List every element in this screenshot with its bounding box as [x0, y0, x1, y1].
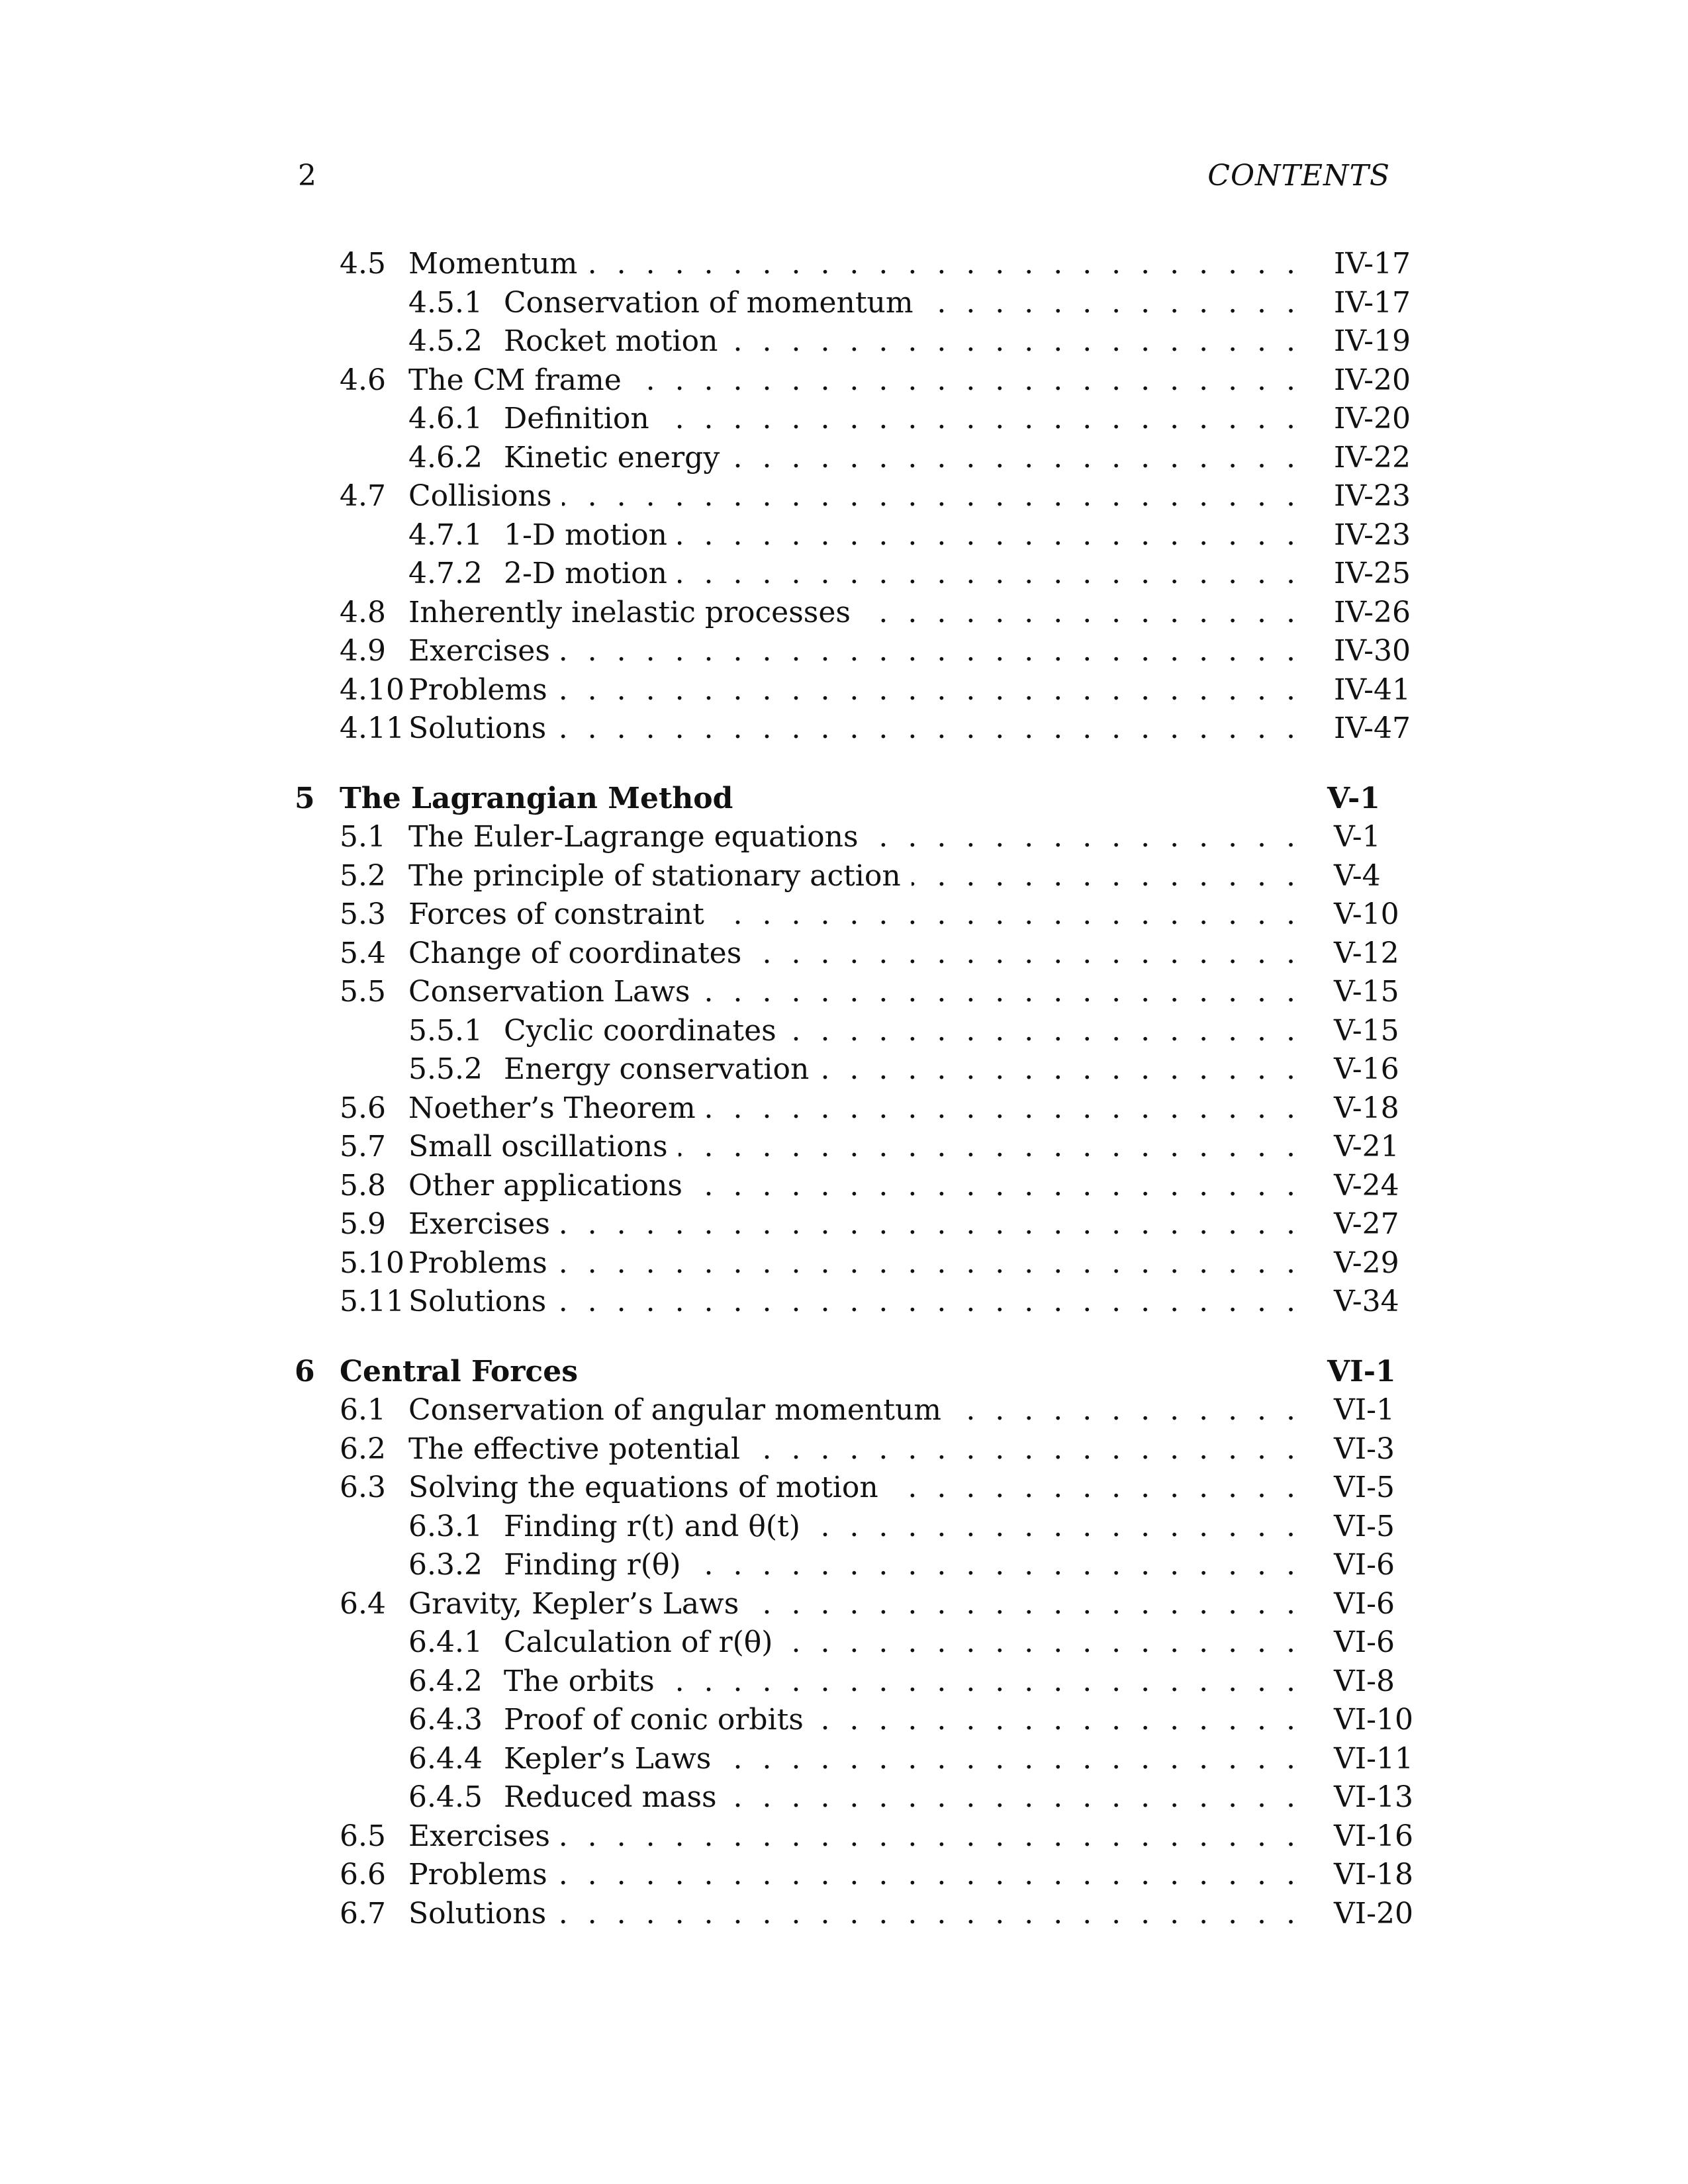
toc-section-entry[interactable] — [295, 818, 1407, 857]
section-page: IV-23 — [1334, 518, 1411, 552]
section-title: Rocket motion — [504, 322, 724, 361]
section-number: 4.7.1 — [408, 516, 489, 555]
running-title: CONTENTS — [1207, 159, 1390, 193]
chapter-title: The Lagrangian Method — [340, 781, 733, 815]
section-title: Kepler’s Laws — [504, 1740, 718, 1779]
section-title: 2-D motion — [504, 555, 674, 594]
section-title: Small oscillations — [408, 1128, 675, 1167]
section-page: VI-6 — [1334, 1548, 1395, 1582]
dot-leader — [561, 1205, 1301, 1244]
section-page: IV-26 — [1334, 595, 1411, 629]
chapter-title: Central Forces — [340, 1354, 578, 1388]
dot-leader — [715, 895, 1301, 934]
toc-subsection-entry[interactable] — [295, 1740, 1414, 1779]
section-title: Energy conservation — [504, 1050, 816, 1089]
section-title: Change of coordinates — [408, 934, 748, 974]
toc-section-entry[interactable] — [295, 245, 1411, 284]
section-title: Problems — [408, 671, 554, 710]
section-page: IV-19 — [1334, 324, 1411, 358]
section-page: V-24 — [1334, 1168, 1399, 1203]
section-page: VI-16 — [1334, 1819, 1414, 1853]
section-page: VI-5 — [1334, 1471, 1395, 1504]
section-title: Reduced mass — [504, 1778, 724, 1817]
toc-subsection-entry[interactable] — [295, 1012, 1407, 1051]
toc-section-entry[interactable] — [295, 1585, 1407, 1624]
dot-leader — [562, 477, 1301, 516]
section-number: 6.4.3 — [408, 1701, 489, 1740]
dot-leader — [561, 1817, 1301, 1856]
chapter-page: V-1 — [1327, 781, 1380, 815]
chapter-heading-5[interactable] — [295, 780, 1407, 819]
dot-leader — [924, 284, 1301, 323]
toc-section-entry[interactable] — [295, 857, 1407, 896]
section-number: 5.4 — [340, 934, 393, 974]
toc-section-entry[interactable] — [295, 1167, 1407, 1206]
toc-subsection-entry[interactable] — [295, 1546, 1407, 1585]
section-page: IV-17 — [1334, 247, 1411, 281]
section-page: V-29 — [1334, 1246, 1399, 1280]
section-page: V-4 — [1334, 858, 1381, 893]
dot-leader — [558, 1856, 1301, 1895]
page-number: 2 — [298, 159, 316, 193]
section-number: 5.6 — [340, 1089, 393, 1128]
toc-section-entry[interactable] — [295, 361, 1411, 400]
toc-section-entry[interactable] — [295, 1469, 1407, 1508]
dot-leader — [588, 245, 1301, 284]
dot-leader — [728, 322, 1301, 361]
section-page: VI-8 — [1334, 1664, 1395, 1698]
toc-section-entry[interactable] — [295, 632, 1411, 671]
section-number: 6.2 — [340, 1430, 393, 1469]
section-title: Problems — [408, 1244, 554, 1283]
toc-section-entry[interactable] — [295, 709, 1411, 749]
section-title: The effective potential — [408, 1430, 747, 1469]
dot-leader — [783, 1623, 1301, 1662]
section-title: Conservation of angular momentum — [408, 1391, 948, 1430]
section-number: 6.4 — [340, 1585, 393, 1624]
chapter-number: 5 — [295, 781, 315, 815]
section-title: The principle of stationary action — [408, 857, 908, 896]
section-number: 4.6.1 — [408, 400, 489, 439]
chapter-6-sections — [295, 1391, 1414, 1933]
toc-section-entry[interactable] — [295, 934, 1407, 974]
section-number: 5.7 — [340, 1128, 393, 1167]
dot-leader — [952, 1391, 1301, 1430]
section-title: Exercises — [408, 1817, 557, 1856]
section-number: 4.6.2 — [408, 439, 489, 478]
section-title: Cyclic coordinates — [504, 1012, 783, 1051]
toc-subsection-entry[interactable] — [295, 322, 1411, 361]
section-title: The Euler-Lagrange equations — [408, 818, 865, 857]
section-number: 6.5 — [340, 1817, 393, 1856]
dot-leader — [692, 1546, 1301, 1585]
toc-section-entry[interactable] — [295, 671, 1411, 710]
toc-section-entry[interactable] — [295, 1128, 1407, 1167]
section-page: V-27 — [1334, 1207, 1399, 1241]
table-of-contents — [295, 245, 1414, 1933]
dot-leader — [814, 1701, 1301, 1740]
section-number: 5.10 — [340, 1244, 411, 1283]
section-title: Conservation Laws — [408, 973, 697, 1012]
toc-section-entry[interactable] — [295, 1895, 1414, 1934]
section-number: 6.4.5 — [408, 1778, 489, 1817]
section-page: V-34 — [1334, 1285, 1399, 1318]
section-number: 6.4.2 — [408, 1662, 489, 1702]
chapter-heading-6[interactable] — [295, 1353, 1407, 1392]
section-number: 5.3 — [340, 895, 393, 934]
section-title: Finding r(t) and θ(t) — [504, 1508, 807, 1547]
section-number: 4.9 — [340, 632, 393, 671]
section-page: IV-23 — [1334, 479, 1411, 513]
dot-leader — [693, 1167, 1301, 1206]
toc-subsection-entry[interactable] — [295, 439, 1411, 478]
dot-leader — [727, 1778, 1301, 1817]
chapter-4-sections — [295, 245, 1411, 749]
section-title: Proof of conic orbits — [504, 1701, 810, 1740]
dot-leader — [701, 973, 1301, 1012]
section-number: 5.2 — [340, 857, 393, 896]
section-page: IV-25 — [1334, 557, 1411, 590]
section-title: The orbits — [504, 1662, 661, 1702]
section-number: 6.3 — [340, 1469, 393, 1508]
section-page: V-1 — [1334, 820, 1381, 854]
section-page: V-18 — [1334, 1091, 1399, 1125]
toc-section-entry[interactable] — [295, 1089, 1407, 1128]
toc-subsection-entry[interactable] — [295, 555, 1411, 594]
section-title: Conservation of momentum — [504, 284, 920, 323]
toc-section-entry[interactable] — [295, 973, 1407, 1012]
section-number: 6.6 — [340, 1856, 393, 1895]
section-page: V-15 — [1334, 975, 1399, 1009]
section-title: Calculation of r(θ) — [504, 1623, 779, 1662]
dot-leader — [665, 1662, 1301, 1702]
dot-leader — [869, 818, 1301, 857]
dot-leader — [912, 857, 1301, 896]
dot-leader — [678, 555, 1301, 594]
section-page: VI-10 — [1334, 1703, 1414, 1737]
section-page: VI-20 — [1334, 1896, 1414, 1931]
section-page: IV-47 — [1334, 711, 1411, 745]
section-number: 4.5.2 — [408, 322, 489, 361]
dot-leader — [660, 400, 1301, 439]
section-title: Solutions — [408, 709, 553, 749]
toc-section-entry[interactable] — [295, 594, 1411, 633]
toc-subsection-entry[interactable] — [295, 1662, 1407, 1702]
dot-leader — [678, 516, 1301, 555]
section-number: 6.4.1 — [408, 1623, 489, 1662]
toc-subsection-entry[interactable] — [295, 516, 1411, 555]
dot-leader — [558, 1244, 1301, 1283]
section-number: 5.5.2 — [408, 1050, 489, 1089]
dot-leader — [811, 1508, 1301, 1547]
section-title: Other applications — [408, 1167, 689, 1206]
section-page: VI-3 — [1334, 1432, 1395, 1466]
dot-leader — [558, 671, 1301, 710]
toc-subsection-entry[interactable] — [295, 1701, 1414, 1740]
toc-section-entry[interactable] — [295, 1283, 1407, 1322]
section-number: 5.8 — [340, 1167, 393, 1206]
section-number: 5.9 — [340, 1205, 393, 1244]
toc-subsection-entry[interactable] — [295, 1778, 1414, 1817]
dot-leader — [749, 1585, 1301, 1624]
dot-leader — [752, 934, 1301, 974]
section-number: 6.1 — [340, 1391, 393, 1430]
section-number: 5.1 — [340, 818, 393, 857]
section-page: V-21 — [1334, 1130, 1399, 1163]
section-title: Exercises — [408, 632, 557, 671]
section-title: Solving the equations of motion — [408, 1469, 885, 1508]
section-title: Inherently inelastic processes — [408, 594, 857, 633]
section-number: 4.6 — [340, 361, 393, 400]
section-title: Definition — [504, 400, 656, 439]
dot-leader — [679, 1128, 1301, 1167]
section-number: 6.3.1 — [408, 1508, 489, 1547]
dot-leader — [561, 632, 1301, 671]
toc-section-entry[interactable] — [295, 1430, 1407, 1469]
toc-section-entry[interactable] — [295, 1205, 1407, 1244]
toc-section-entry[interactable] — [295, 477, 1411, 516]
section-page: VI-6 — [1334, 1586, 1395, 1621]
section-number: 4.5.1 — [408, 284, 489, 323]
section-title: Solutions — [408, 1895, 553, 1934]
section-page: VI-1 — [1334, 1393, 1395, 1427]
section-number: 4.11 — [340, 709, 411, 749]
section-title: Momentum — [408, 245, 584, 284]
section-page: VI-13 — [1334, 1780, 1414, 1814]
dot-leader — [557, 1895, 1301, 1934]
toc-section-entry[interactable] — [295, 1244, 1407, 1283]
chapter-page: VI-1 — [1327, 1354, 1396, 1388]
dot-leader — [557, 709, 1301, 749]
toc-section-entry[interactable] — [295, 1391, 1407, 1430]
section-title: Gravity, Kepler’s Laws — [408, 1585, 745, 1624]
dot-leader — [557, 1283, 1301, 1322]
toc-subsection-entry[interactable] — [295, 284, 1411, 323]
section-page: IV-30 — [1334, 634, 1411, 668]
running-header — [298, 159, 1390, 205]
section-page: IV-22 — [1334, 440, 1411, 475]
dot-leader — [722, 1740, 1301, 1779]
toc-section-entry[interactable] — [295, 895, 1407, 934]
section-page: VI-18 — [1334, 1858, 1414, 1891]
section-page: VI-6 — [1334, 1625, 1395, 1659]
section-number: 5.5 — [340, 973, 393, 1012]
section-number: 4.8 — [340, 594, 393, 633]
section-title: Noether’s Theorem — [408, 1089, 702, 1128]
section-number: 4.10 — [340, 671, 411, 710]
section-number: 6.7 — [340, 1895, 393, 1934]
toc-section-entry[interactable] — [295, 1817, 1414, 1856]
chapter-5-sections — [295, 818, 1407, 1322]
section-number: 5.11 — [340, 1283, 411, 1322]
section-title: The CM frame — [408, 361, 628, 400]
section-page: VI-11 — [1334, 1741, 1414, 1776]
section-title: 1-D motion — [504, 516, 674, 555]
section-page: V-16 — [1334, 1052, 1399, 1086]
dot-leader — [787, 1012, 1301, 1051]
section-page: IV-17 — [1334, 285, 1411, 320]
section-number: 4.5 — [340, 245, 393, 284]
section-number: 6.3.2 — [408, 1546, 489, 1585]
dot-leader — [632, 361, 1301, 400]
section-number: 5.5.1 — [408, 1012, 489, 1051]
section-number: 6.4.4 — [408, 1740, 489, 1779]
section-title: Collisions — [408, 477, 558, 516]
section-page: IV-20 — [1334, 402, 1411, 435]
dot-leader — [889, 1469, 1301, 1508]
section-title: Solutions — [408, 1283, 553, 1322]
dot-leader — [820, 1050, 1301, 1089]
dot-leader — [706, 1089, 1301, 1128]
toc-section-entry[interactable] — [295, 1856, 1414, 1895]
section-title: Exercises — [408, 1205, 557, 1244]
section-page: V-15 — [1334, 1013, 1399, 1048]
section-title: Problems — [408, 1856, 554, 1895]
section-title: Kinetic energy — [504, 439, 726, 478]
chapter-gap — [295, 749, 1407, 780]
section-title: Finding r(θ) — [504, 1546, 688, 1585]
toc-subsection-entry[interactable] — [295, 1050, 1407, 1089]
section-number: 4.7 — [340, 477, 393, 516]
dot-leader — [861, 594, 1301, 633]
section-page: VI-5 — [1334, 1509, 1395, 1543]
section-page: V-12 — [1334, 936, 1399, 970]
chapter-gap — [295, 1322, 1407, 1353]
chapter-number: 6 — [295, 1354, 315, 1388]
toc-subsection-entry[interactable] — [295, 400, 1411, 439]
dot-leader — [751, 1430, 1301, 1469]
dot-leader — [730, 439, 1301, 478]
section-page: IV-20 — [1334, 363, 1411, 397]
section-title: Forces of constraint — [408, 895, 711, 934]
section-page: IV-41 — [1334, 672, 1411, 707]
toc-subsection-entry[interactable] — [295, 1508, 1407, 1547]
section-number: 4.7.2 — [408, 555, 489, 594]
toc-subsection-entry[interactable] — [295, 1623, 1407, 1662]
section-page: V-10 — [1334, 897, 1399, 931]
